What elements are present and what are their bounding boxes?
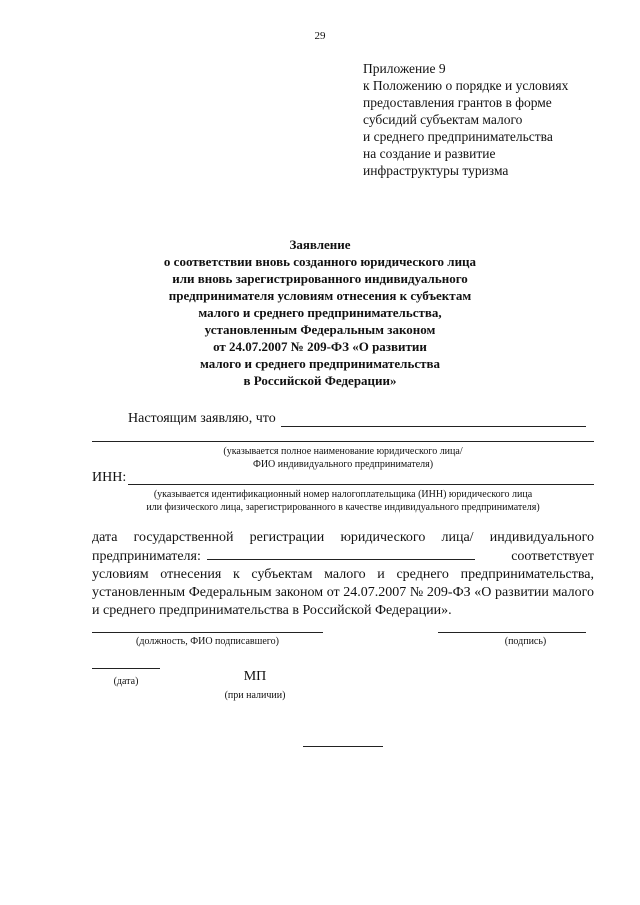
annex-line: предоставления грантов в форме <box>363 95 552 110</box>
declare-label: Настоящим заявляю, что <box>128 411 276 426</box>
title-line: малого и среднего предпринимательства <box>199 356 441 371</box>
note-line: ФИО индивидуального предпринимателя) <box>252 459 434 470</box>
signature-label: (подпись) <box>504 636 547 647</box>
title-line: малого и среднего предпринимательства, <box>198 305 442 320</box>
stamp-label: МП <box>243 669 267 684</box>
title-line: от 24.07.2007 № 209-ФЗ «О развитии <box>213 339 427 354</box>
title-line: или вновь зарегистрированного индивидуального <box>172 271 468 286</box>
annex-line: субсидий субъектам малого <box>363 112 523 127</box>
name-field-line-1[interactable] <box>281 426 586 427</box>
para-label: предпринимателя: <box>92 549 201 564</box>
note-line: или физического лица, зарегистрированного в качестве индивидуального предпринимателя) <box>146 502 540 513</box>
date-label: (дата) <box>113 676 139 687</box>
document-title <box>100 236 540 389</box>
title-line: установленным Федеральным законом <box>204 322 436 337</box>
para-line-2 <box>92 547 594 566</box>
note-line: (указывается полное наименование юридического лица/ <box>223 446 463 457</box>
end-divider <box>303 746 383 747</box>
inn-field-line[interactable] <box>128 484 594 485</box>
title-line: о соответствии вновь созданного юридического лица <box>163 254 477 269</box>
title-line: Заявление <box>289 237 351 252</box>
annex-line: Приложение 9 <box>363 61 446 76</box>
annex-line: инфраструктуры туризма <box>363 163 509 178</box>
inn-label: ИНН: <box>92 470 127 485</box>
signature-field-line[interactable] <box>438 632 586 633</box>
position-label: (должность, ФИО подписавшего) <box>136 636 279 647</box>
registration-paragraph <box>92 529 594 620</box>
annex-block <box>363 60 568 179</box>
title-line: в Российской Федерации» <box>243 373 397 388</box>
annex-line: на создание и развитие <box>363 146 496 161</box>
position-field-line[interactable] <box>92 632 323 633</box>
para-label-end: соответствует <box>511 549 594 564</box>
name-field-note <box>92 445 594 471</box>
date-field-line[interactable] <box>92 668 160 669</box>
para-line-1: дата государственной регистрации юридического лица/ индивидуального <box>92 530 594 545</box>
registration-date-field[interactable] <box>207 547 475 560</box>
stamp-note: (при наличии) <box>224 690 286 701</box>
inn-field-note <box>92 488 594 514</box>
note-line: (указывается идентификационный номер налогоплательщика (ИНН) юридического лица <box>153 489 533 500</box>
title-line: предпринимателя условиям отнесения к субъектам <box>168 288 472 303</box>
para-rest: условиям отнесения к субъектам малого и среднего предпринимательства, установленным Федеральным законом от 24.07.2007 № 209-ФЗ «О развитии малого и среднего предпринимательства в Российской Федерации». <box>92 567 594 618</box>
name-field-line-2[interactable] <box>92 441 594 442</box>
annex-line: к Положению о порядке и условиях <box>363 78 569 93</box>
annex-line: и среднего предпринимательства <box>363 129 553 144</box>
page-number: 29 <box>314 30 326 42</box>
